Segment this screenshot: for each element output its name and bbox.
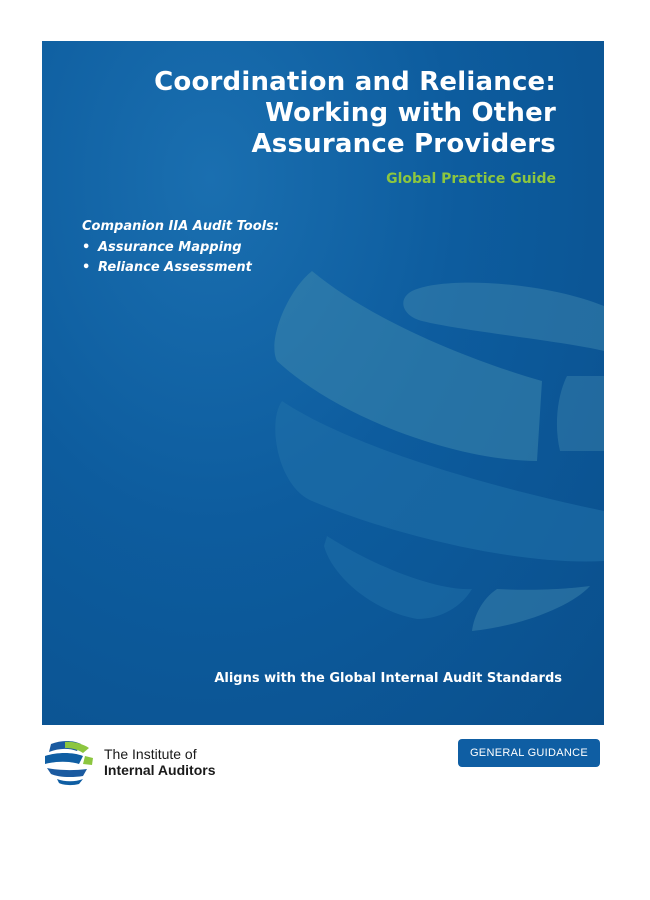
companion-tools-heading: Companion IIA Audit Tools: <box>82 219 280 234</box>
iia-globe-logo-icon <box>43 738 95 786</box>
document-subtitle: Global Practice Guide <box>386 171 556 187</box>
bullet-icon: • <box>82 260 91 275</box>
organization-name <box>104 746 216 778</box>
tool-item <box>82 238 279 258</box>
organization-name-line-1: The Institute of <box>104 746 197 762</box>
document-title <box>116 67 556 160</box>
companion-tools-list <box>82 238 279 278</box>
guidance-type-badge: GENERAL GUIDANCE <box>458 739 600 767</box>
standards-alignment-note: Aligns with the Global Internal Audit Standards <box>214 671 562 686</box>
organization-name-line-2: Internal Auditors <box>104 762 216 778</box>
tool-item-label: Reliance Assessment <box>98 260 252 275</box>
tool-item <box>82 258 279 278</box>
tool-item-label: Assurance Mapping <box>98 240 242 255</box>
companion-tools <box>82 219 279 278</box>
title-line-3: Assurance Providers <box>251 129 556 159</box>
bullet-icon: • <box>82 240 91 255</box>
title-line-2: Working with Other <box>265 98 556 128</box>
title-line-1: Coordination and Reliance: <box>154 67 556 97</box>
cover-panel <box>42 41 604 725</box>
